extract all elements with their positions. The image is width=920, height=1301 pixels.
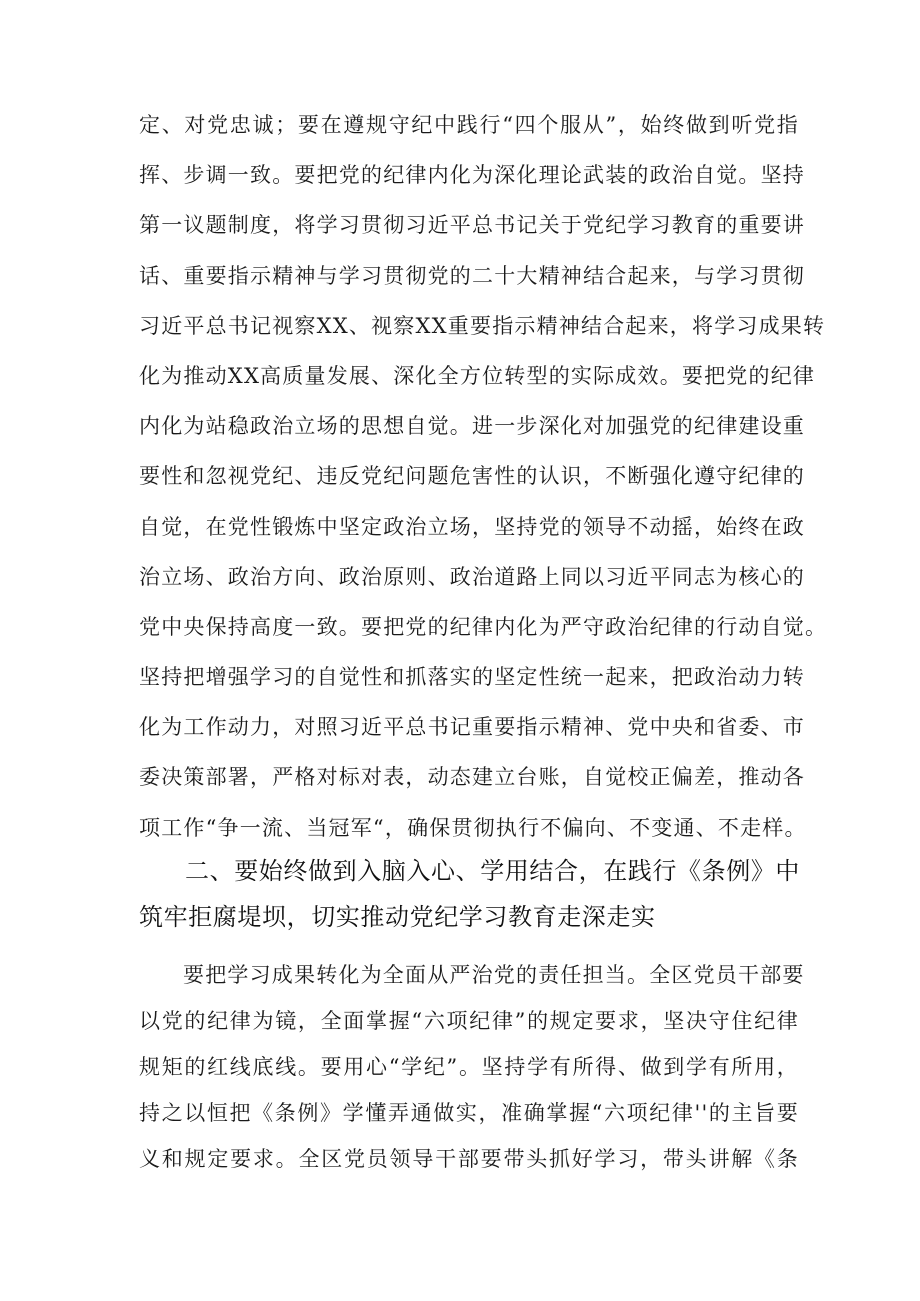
paragraph-line: 要把学习成果转化为全面从严治党的责任担当。全区党员干部要 bbox=[183, 963, 805, 987]
paragraph-line: 定、对党忠诚；要在遵规守纪中践行“四个服从”，始终做到听党指 bbox=[139, 113, 799, 137]
paragraph-line: 化为推动XX高质量发展、深化全方位转型的实际成效。要把党的纪律 bbox=[139, 363, 816, 388]
paragraph-line: 治立场、政治方向、政治原则、政治道路上同以习近平同志为核心的 bbox=[139, 564, 805, 589]
paragraph-line: 话、重要指示精神与学习贯彻党的二十大精神结合起来，与学习贯彻 bbox=[139, 263, 805, 288]
paragraph-line: 自觉，在党性锻炼中坚定政治立场，坚持党的领导不动摇，始终在政 bbox=[139, 514, 805, 539]
body-paragraph-1 bbox=[139, 100, 828, 853]
paragraph-line: 第一议题制度，将学习贯彻习近平总书记关于党纪学习教育的重要讲 bbox=[139, 213, 805, 238]
paragraph-line: 要性和忽视党纪、违反党纪问题危害性的认识，不断强化遵守纪律的 bbox=[139, 464, 805, 489]
paragraph-line: 规矩的红线底线。要用心“学纪”。坚持学有所得、做到学有所用， bbox=[139, 1055, 799, 1079]
paragraph-line: 项工作“争一流、当冠军“，确保贯彻执行不偏向、不变通、不走样。 bbox=[139, 815, 807, 840]
paragraph-line: 挥、步调一致。要把党的纪律内化为深化理论武装的政治自觉。坚持 bbox=[139, 163, 805, 188]
section-heading bbox=[139, 848, 799, 940]
body-paragraph-2 bbox=[139, 952, 805, 1182]
paragraph-line: 党中央保持高度一致。要把党的纪律内化为严守政治纪律的行动自觉。 bbox=[139, 614, 828, 639]
section-heading-line-2: 筑牢拒腐堤坝，切实推动党纪学习教育走深走实 bbox=[139, 903, 656, 931]
paragraph-line: 化为工作动力，对照习近平总书记重要指示精神、党中央和省委、市 bbox=[139, 715, 805, 740]
paragraph-line: 坚持把增强学习的自觉性和抓落实的坚定性统一起来，把政治动力转 bbox=[139, 665, 805, 690]
paragraph-line: 义和规定要求。全区党员领导干部要带头抓好学习，带头讲解《条 bbox=[139, 1147, 799, 1171]
section-heading-line-1: 二、要始终做到入脑入心、学用结合，在践行《条例》中 bbox=[185, 857, 800, 885]
paragraph-line: 委决策部署，严格对标对表，动态建立台账，自觉校正偏差，推动各 bbox=[139, 765, 805, 790]
paragraph-line: 持之以恒把《条例》学懂弄通做实，准确掌握“六项纪律''的主旨要 bbox=[139, 1101, 799, 1125]
paragraph-line: 内化为站稳政治立场的思想自觉。进一步深化对加强党的纪律建设重 bbox=[139, 414, 805, 439]
paragraph-line: 以党的纪律为镜，全面掌握“六项纪律”的规定要求，坚决守住纪律 bbox=[139, 1009, 799, 1033]
paragraph-line: 习近平总书记视察XX、视察XX重要指示精神结合起来，将学习成果转 bbox=[139, 313, 826, 338]
